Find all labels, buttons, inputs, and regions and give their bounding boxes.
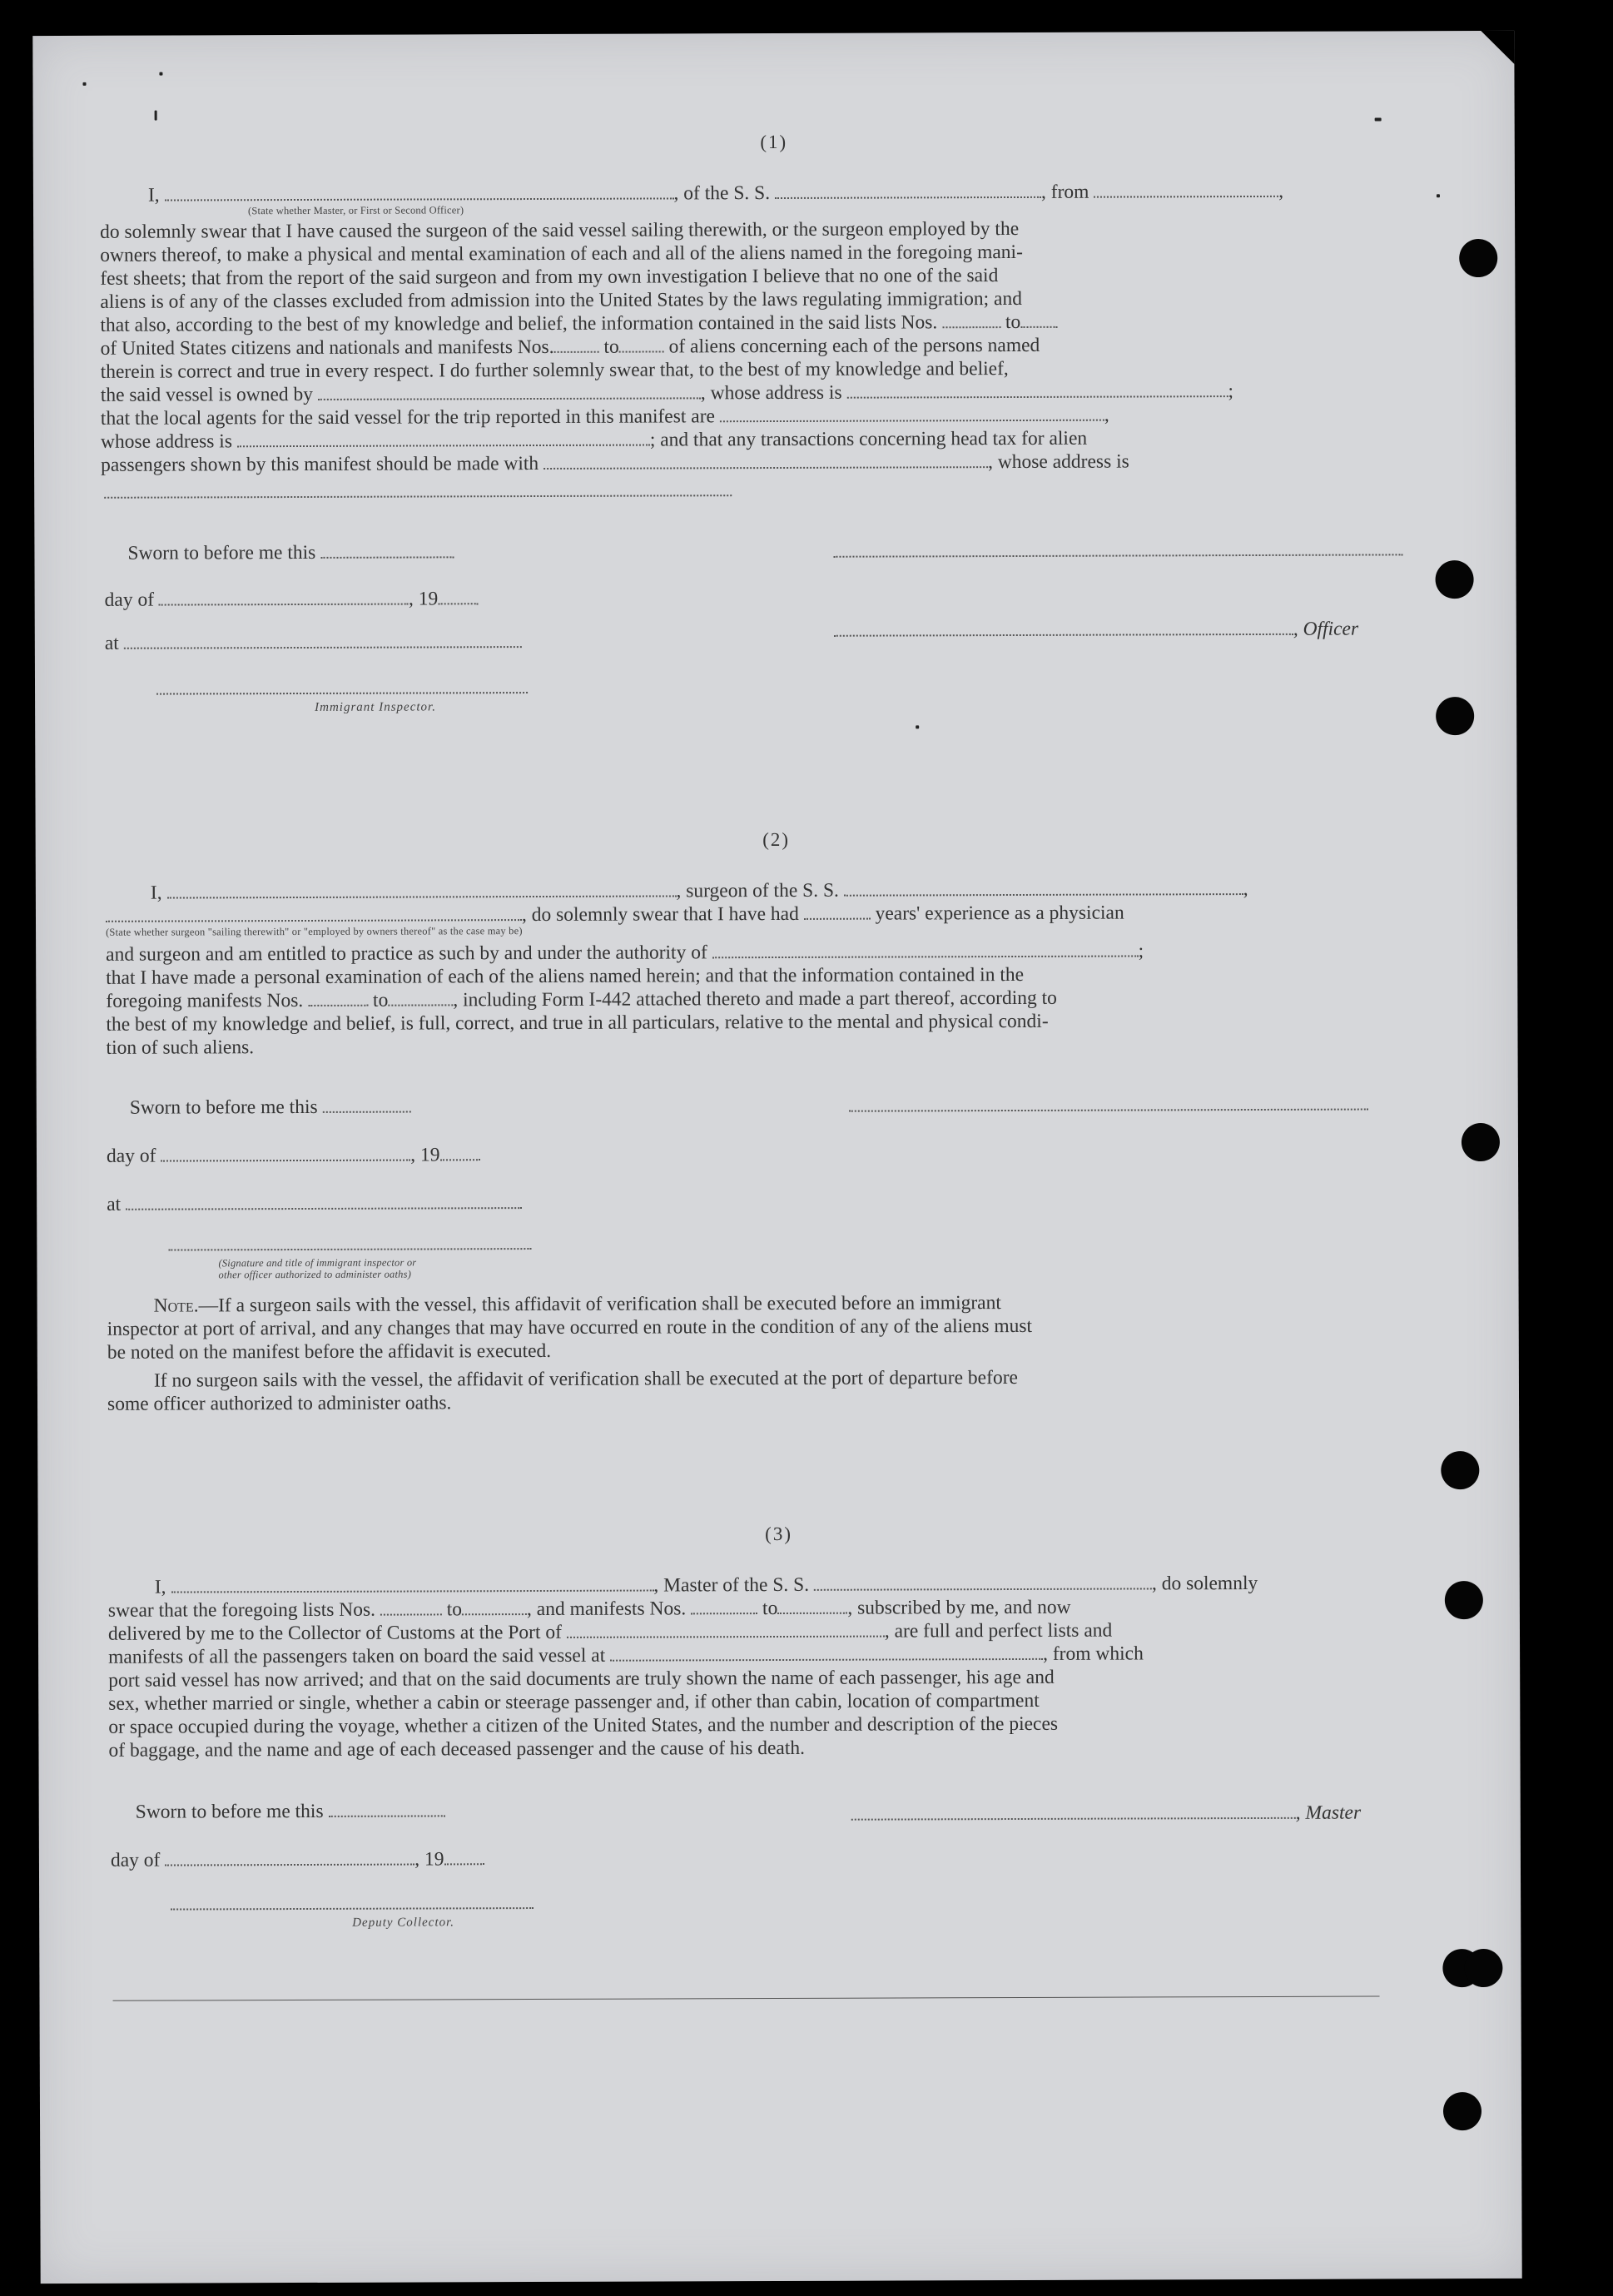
s2-sworn-row (130, 1096, 411, 1120)
s3-do-solemnly-label: , do solemnly (1151, 1572, 1258, 1595)
scan-speck (155, 111, 157, 121)
s3-from-which-label: , from which (1043, 1642, 1144, 1665)
s1-lists-to-blank (1020, 311, 1057, 328)
s3-manifests-to-blank (777, 1598, 847, 1614)
s1-day-label: day of (104, 589, 155, 611)
punch-hole (1445, 1581, 1483, 1619)
s3-day-label: day of (110, 1849, 161, 1871)
section-2-number: (2) (762, 828, 791, 851)
punch-hole (1436, 560, 1474, 599)
s1-para-3: fest sheets; that from the report of the said surgeon and from my own investigation I believe that no one of the said (100, 265, 999, 290)
s1-to-label: to (1005, 311, 1021, 334)
s2-surgeon-of-label: , surgeon of the S. S. (676, 879, 839, 902)
s2-note-label: Note. (153, 1295, 199, 1317)
footer-rule (113, 1995, 1380, 2000)
s3-line-4 (108, 1642, 1144, 1668)
s2-form-label: , including Form I-442 attached thereto and made a part thereof, according to (453, 986, 1057, 1011)
s2-day-blank (161, 1145, 410, 1162)
s3-to-label-2: to (762, 1598, 778, 1620)
s1-para-11 (101, 450, 1129, 477)
s3-i-label: I, (154, 1576, 166, 1598)
s2-note-line-1 (154, 1291, 1001, 1318)
s1-sworn-blank (320, 541, 454, 559)
s2-day-row (107, 1143, 480, 1168)
s3-boarded-blank (610, 1643, 1043, 1662)
s2-note-line-2: inspector at port of arrival, and any changes that may have occurred en route in the condition of any of the aliens must (107, 1314, 1033, 1340)
s2-para-3 (106, 939, 1144, 966)
s3-sworn-row (136, 1799, 445, 1823)
s1-manifests-to-blank (619, 335, 664, 352)
s1-para-10 (101, 427, 1087, 454)
s1-owner-address-blank (846, 380, 1228, 399)
s3-line-3 (108, 1619, 1112, 1646)
s1-name-blank (164, 182, 673, 201)
s1-whose-address-label: whose address is (100, 430, 232, 453)
s2-note-line-4: If no surgeon sails with the vessel, the affidavit of verification shall be executed at the port of departure before (153, 1366, 1018, 1392)
s1-officer-sub: (State whether Master, or First or Second Officer) (248, 204, 464, 217)
s1-para-9 (101, 404, 1109, 430)
s2-sworn-blank (322, 1096, 410, 1113)
s3-day-row (111, 1847, 484, 1872)
s3-line-1 (155, 1572, 1258, 1599)
s3-master-row (851, 1802, 1361, 1826)
s2-signature-line (849, 1109, 1368, 1112)
s3-collector-caption: Deputy Collector. (352, 1916, 455, 1930)
s3-vessel-blank (814, 1573, 1152, 1590)
s1-para-2: owners thereof, to make a physical and mental examination of each and all of the aliens named in the foregoing mani- (100, 241, 1023, 266)
s1-signature-line (833, 554, 1402, 557)
s1-owned-by-label: the said vessel is owned by (100, 383, 314, 406)
s1-para-6 (101, 334, 1040, 360)
s1-agents-label: that the local agents for the said vessel for the trip reported in this manifest are (100, 405, 715, 430)
s3-para-5: port said vessel has now arrived; and that on the said documents are truly shown the name of each passenger, his age and (108, 1666, 1055, 1692)
manifest-affidavit-page (32, 31, 1521, 2284)
s1-para-7: therein is correct and true in every respect. I do further solemnly swear that, to the best of my knowledge and belief, (100, 358, 1009, 383)
s2-manifests-label: foregoing manifests Nos. (106, 989, 304, 1012)
s1-at-blank (124, 631, 522, 649)
s2-authority-label: and surgeon and am entitled to practice as such by and under the authority of (106, 942, 707, 966)
s3-full-lists-label: , are full and perfect lists and (884, 1619, 1113, 1642)
s3-para-6: sex, whether married or single, whether a cabin or steerage passenger and, if other than cabin, location of compartment (108, 1689, 1040, 1715)
s3-master-of-label: , Master of the S. S. (653, 1573, 810, 1597)
s1-agents-address-blank (237, 430, 650, 448)
s3-port-label: delivered by me to the Collector of Customs at the Port of (107, 1621, 563, 1645)
s2-at-label: at (107, 1193, 122, 1215)
punch-hole (1436, 697, 1474, 735)
scan-speck (1375, 117, 1382, 121)
s3-master-blank (851, 1802, 1296, 1821)
s2-at-blank (126, 1192, 522, 1210)
s2-signature-inspector-line (168, 1248, 531, 1251)
s1-officer-label: , Officer (1293, 618, 1359, 640)
scan-speck (159, 72, 162, 76)
s1-para-4: aliens is of any of the classes excluded from admission into the United States by the laws regulating immigration; and (100, 287, 1022, 313)
s1-semicolon: ; (1228, 380, 1234, 403)
s2-name-blank (166, 880, 676, 898)
s2-semicolon: ; (1138, 940, 1144, 962)
punch-hole (1464, 1949, 1502, 1987)
s1-lists-label: that also, according to the best of my knowledge and belief, the information contained in the said lists Nos. (100, 311, 938, 336)
s2-authority-blank (712, 940, 1139, 958)
s2-note-line-5: some officer authorized to administer oaths. (107, 1392, 452, 1415)
s1-line-1 (148, 180, 1283, 207)
s1-comma: , (1278, 180, 1284, 202)
s1-officer-blank (834, 619, 1293, 637)
s3-to-label: to (446, 1598, 463, 1621)
s3-manifests-from-blank (691, 1598, 757, 1614)
s2-note-line-3: be noted on the manifest before the affidavit is executed. (107, 1339, 552, 1364)
s3-name-blank (171, 1575, 653, 1593)
s2-at-row (107, 1191, 522, 1216)
s1-of-ss-label: , of the S. S. (673, 182, 771, 205)
s2-line-2 (106, 902, 1124, 928)
s1-vessel-blank (775, 181, 1041, 199)
s1-sworn-row (127, 540, 454, 564)
s2-para-5 (106, 986, 1057, 1013)
s3-port-blank (567, 1621, 885, 1638)
s2-capacity-sub: (State whether surgeon "sailing therewith" or "employed by owners thereof" as the case may be) (106, 925, 523, 938)
s2-manifests-to-blank (388, 989, 453, 1006)
s1-day-row (105, 587, 479, 612)
s1-from-label: , from (1040, 181, 1089, 203)
s1-made-with-label: passengers shown by this manifest should be made with (101, 452, 539, 476)
s1-year-blank (438, 588, 478, 604)
s1-officer-row (834, 618, 1358, 643)
s3-para-8: of baggage, and the name and age of each deceased passenger and the cause of his death. (108, 1737, 806, 1762)
s2-manifests-from-blank (308, 990, 368, 1006)
s3-master-label: , Master (1295, 1802, 1362, 1824)
s2-year-blank (439, 1144, 479, 1160)
s2-sworn-label: Sworn to before me this (129, 1096, 318, 1119)
s1-aliens-label: of aliens concerning each of the persons named (668, 334, 1040, 358)
s2-i-label: I, (150, 882, 162, 904)
punch-hole (1459, 239, 1497, 277)
s1-at-label: at (104, 632, 119, 654)
s1-day-blank (159, 589, 409, 606)
s1-i-label: I, (147, 184, 160, 206)
s3-year-blank (444, 1848, 484, 1865)
punch-hole (1443, 2092, 1481, 2130)
s1-manifests-from-blank (554, 336, 599, 353)
s1-head-tax-label: ; and that any transactions concerning head tax for alien (649, 427, 1088, 451)
s1-inspector-caption: Immigrant Inspector. (315, 700, 436, 714)
s1-manifests-label: of United States citizens and nationals and manifests Nos. (100, 335, 554, 360)
s2-experience-label: years' experience as a physician (875, 902, 1124, 925)
s1-at-row (105, 630, 522, 655)
s2-para-6: the best of my knowledge and belief, is full, correct, and true in all particulars, relative to the mental and physical condi- (106, 1010, 1049, 1036)
s1-para-5 (100, 311, 1057, 337)
s1-head-tax-blank (543, 451, 988, 470)
s3-lists-label: swear that the foregoing lists Nos. (107, 1598, 376, 1622)
s1-comma-2: , (1104, 404, 1109, 426)
s3-day-blank (165, 1849, 414, 1866)
s2-years-blank (804, 903, 871, 920)
s2-day-label: day of (106, 1145, 156, 1167)
section-3-number: (3) (765, 1523, 793, 1545)
page-corner-cut (1481, 31, 1514, 64)
s1-from-blank (1094, 181, 1278, 198)
s2-solemnly-label: , do solemnly swear that I have had (521, 902, 799, 927)
s2-para-4: that I have made a personal examination of each of the aliens named herein; and that the information contained in the (106, 963, 1025, 989)
s3-subscribed-label: , subscribed by me, and now (847, 1596, 1071, 1619)
s3-sworn-blank (328, 1800, 444, 1816)
s3-lists-from-blank (380, 1598, 442, 1615)
section-1-number: (1) (760, 131, 788, 153)
s3-para-7: or space occupied during the voyage, whether a citizen of the United States, and the number and description of the pieces (108, 1712, 1059, 1738)
s3-line-2 (108, 1596, 1071, 1623)
scan-speck (1437, 194, 1440, 197)
s2-year-label: , 19 (410, 1144, 440, 1166)
s2-para-7: tion of such aliens. (106, 1036, 255, 1059)
s2-note-text-1: —If a surgeon sails with the vessel, this affidavit of verification shall be executed before an immigrant (198, 1292, 1001, 1317)
scan-speck (916, 725, 919, 728)
s3-manifests-label: , and manifests Nos. (526, 1598, 687, 1621)
punch-hole (1462, 1123, 1500, 1161)
s1-sworn-label: Sworn to before me this (127, 541, 316, 564)
s3-lists-to-blank (462, 1598, 527, 1615)
scan-speck (82, 82, 86, 86)
s1-address-label: , whose address is (700, 381, 842, 405)
s2-to-label: to (372, 989, 389, 1011)
s1-lists-from-blank (942, 311, 1000, 328)
s1-address-blank-line (104, 494, 732, 499)
s1-para-1: do solemnly swear that I have caused the surgeon of the said vessel sailing therewith, or the surgeon employed by the (100, 217, 1020, 243)
s2-comma: , (1243, 878, 1248, 901)
s2-vessel-blank (844, 878, 1243, 897)
s1-agents-blank (720, 405, 1104, 423)
s1-inspector-line (156, 692, 528, 695)
s2-capacity-blank (106, 904, 522, 922)
s1-owner-blank (318, 382, 701, 400)
s2-sig-sub-1: (Signature and title of immigrant inspector or (218, 1256, 417, 1270)
s1-whose-address-label-2: , whose address is (987, 450, 1129, 474)
s3-sworn-label: Sworn to before me this (135, 1800, 324, 1823)
s3-collector-line (171, 1907, 534, 1911)
s3-year-label: , 19 (414, 1848, 444, 1871)
s1-to-label-2: to (603, 335, 619, 358)
s3-boarded-at-label: manifests of all the passengers taken on board the said vessel at (108, 1644, 606, 1668)
s1-year-label: , 19 (408, 588, 439, 610)
punch-hole (1441, 1451, 1479, 1489)
s2-sig-sub-2: other officer authorized to administer oaths) (218, 1268, 412, 1281)
